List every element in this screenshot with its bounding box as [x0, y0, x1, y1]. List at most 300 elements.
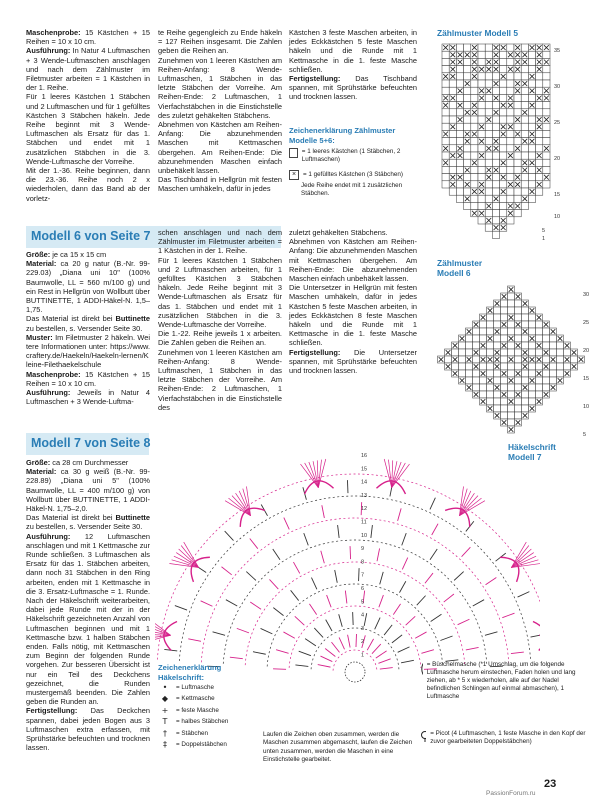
row-label: 20 [583, 348, 590, 354]
modell6-col1 [26, 250, 150, 406]
grid-cell [480, 328, 487, 335]
grid-cell [500, 58, 507, 65]
grid-cell [550, 370, 557, 377]
row-label: 25 [554, 120, 561, 126]
grid-cell [485, 195, 492, 202]
grid-cell [485, 102, 492, 109]
stitch-mark [402, 558, 407, 570]
grid-cell [456, 73, 463, 80]
grid-cell [473, 328, 480, 335]
stitch-mark [518, 592, 530, 597]
text: Das Material ist direkt bei [26, 513, 116, 523]
stitch-mark [273, 549, 280, 560]
stitch-mark [291, 590, 299, 600]
grid-cell [480, 335, 487, 342]
grid-cell [464, 66, 471, 73]
stitch-mark [356, 634, 357, 647]
stitch-mark [237, 628, 249, 632]
grid-cell [514, 123, 521, 130]
chart6-title: Zählmuster Modell 6 [437, 258, 483, 278]
grid-cell [508, 391, 515, 398]
grid-cell [449, 102, 456, 109]
fan-stitch [539, 617, 540, 635]
legend-row-empty [289, 148, 419, 164]
stitch-mark [325, 648, 335, 656]
ausf-text: In Natur 4 Luftmaschen + 3 Wende-Luftmaschen anschlagen und nach dem Zählmuster im Filetmuster arbeiten = 1 Kästchen in der 1. Reihe. [26, 46, 150, 93]
grid-cell [501, 335, 508, 342]
fan-stitch [181, 545, 199, 567]
grid-cell [449, 159, 456, 166]
grid-cell [471, 195, 478, 202]
stitch-mark [432, 524, 438, 535]
round-label: 16 [361, 453, 368, 459]
stitch-mark [376, 651, 387, 658]
round-label: 4 [361, 612, 365, 619]
legend-row-filled [289, 170, 424, 180]
legend-title-haekelschrift: Zeichenerklärung Häkelschrift: [158, 663, 222, 682]
grid-cell [557, 370, 564, 377]
grid-cell [557, 349, 564, 356]
grid-cell [507, 159, 514, 166]
row-label: 10 [554, 214, 561, 220]
stitch-mark [250, 538, 258, 548]
grid-cell [528, 152, 535, 159]
label: Material: [26, 467, 57, 477]
stitch-mark [318, 665, 331, 668]
grid-cell [478, 109, 485, 116]
grid-cell [550, 335, 557, 342]
grid-cell [543, 66, 550, 73]
stitch-mark [221, 567, 231, 575]
paragraph: Die 1.-22. Reihe jeweils 1 x arbeiten. Die Zahlen geben die Reihen an. [158, 329, 282, 348]
legend-row [158, 718, 278, 726]
grid-cell [442, 123, 449, 130]
text: 15 Kästchen + 15 Reihen = 10 x 10 cm. [26, 369, 150, 388]
grid-cell [464, 102, 471, 109]
grid-cell [536, 391, 543, 398]
stitch-mark [253, 652, 266, 655]
grid-cell [456, 130, 463, 137]
grid-cell [564, 349, 571, 356]
grid-cell [485, 181, 492, 188]
grid-cell [508, 328, 515, 335]
grid-cell [500, 116, 507, 123]
grid-cell [485, 123, 492, 130]
grid-cell [452, 363, 459, 370]
grid-cell [521, 102, 528, 109]
grid-cell [487, 398, 494, 405]
fan-stitch [511, 545, 529, 567]
fert-text: Das Tischband spannen, mit Sprühstärke befeuchten und trocknen lassen. [289, 74, 417, 102]
modell6-col3 [289, 228, 417, 375]
stitch-mark [295, 616, 305, 625]
grid-cell [508, 370, 515, 377]
stitch-mark [276, 650, 289, 654]
grid-cell [449, 130, 456, 137]
grid-cell [515, 356, 522, 363]
stitch-mark [331, 642, 339, 652]
grid-cell [456, 44, 463, 51]
paragraph: Kästchen 3 feste Maschen arbeiten, in jedes Eckkästchen 5 feste Maschen häkeln und die Runde mit 1 Kettmasche in die 1. feste Masche schließen. [289, 28, 417, 74]
grid-cell [485, 138, 492, 145]
grid-cell [500, 166, 507, 173]
text: Das Deckchen spannen, dabei jeden Bogen aus 3 Luftmaschen extra erfassen, mit Sprühstärke befeuchten und trocknen lassen. [26, 706, 150, 753]
stitch-mark [430, 549, 437, 560]
grid-cell [456, 94, 463, 101]
legend-label: = Büschelmasche (*1 Umschlag, um die folgende Luftmasche herum einstechen, Faden holen und lang ziehen, ab * 5 x wiederholen, alle auf der Nadel befindlichen Schlingen auf einmal abmaschen), 1 Luftmasche [426, 661, 576, 700]
ausf-label: Ausführung: [26, 46, 71, 56]
grid-cell [508, 342, 515, 349]
stitch-mark [378, 659, 390, 663]
legend-list [158, 684, 278, 752]
grid-cell [478, 195, 485, 202]
row-label: 35 [554, 48, 561, 54]
picot-icon [420, 730, 426, 742]
grid-cell [501, 398, 508, 405]
grid-cell [507, 145, 514, 152]
grid-cell [456, 195, 463, 202]
grid-cell [508, 321, 515, 328]
grid-cell [536, 321, 543, 328]
probe-label: Maschenprobe: [26, 28, 81, 37]
text: Die Untersetzer spannen, mit Sprühstärke befeuchten und trocknen lassen. [289, 347, 417, 376]
grid-cell [492, 73, 499, 80]
grid-cell [557, 363, 564, 370]
grid-cell [500, 80, 507, 87]
stitch-mark [406, 616, 416, 625]
grid-cell [485, 210, 492, 217]
grid-cell [464, 116, 471, 123]
grid-cell [492, 152, 499, 159]
grid-cell [500, 210, 507, 217]
stitch-mark [486, 578, 497, 585]
grid-cell [494, 314, 501, 321]
round-label: 2 [361, 639, 365, 646]
grid-cell [471, 152, 478, 159]
grid-cell [494, 370, 501, 377]
grid-cell [536, 174, 543, 181]
row-label: 30 [554, 84, 561, 90]
modell6-col2 [158, 228, 282, 412]
grid-cell [471, 94, 478, 101]
fan-stitch [318, 459, 325, 488]
fan-stitch [155, 635, 171, 638]
grid-cell [456, 66, 463, 73]
paragraph: zuletzt gehäkelten Stäbchens. [289, 228, 388, 237]
stitch-mark [440, 636, 452, 640]
grid-cell [485, 51, 492, 58]
grid-cell [543, 73, 550, 80]
grid-cell [494, 321, 501, 328]
watermark: PassionForum.ru [486, 790, 536, 797]
legend-note: Jede Reihe endet mit 1 zusätzlichen Stäbchen. [301, 182, 403, 197]
grid-cell [521, 94, 528, 101]
grid-cell [507, 58, 514, 65]
grid-cell [456, 166, 463, 173]
col3-top [289, 28, 417, 102]
stitch-mark [322, 505, 325, 518]
grid-cell [485, 224, 492, 231]
grid-cell [487, 384, 494, 391]
chart6-grid [431, 282, 591, 442]
paragraph: Zunehmen von 1 leeren Kästchen am Reihen-Anfang: 8 Wende-Luftmaschen, 1 Stäbchen in das letzte Stäbchen der Vorreihe. Am Reihen-Ende: 2 Luftmaschen, 1 Vierfachstäbchen in die Einstichstelle des zuletzt gehäkelten Stäbchens. [158, 55, 282, 120]
grid-cell [464, 174, 471, 181]
grid-cell [508, 349, 515, 356]
grid-cell [557, 356, 564, 363]
stitch-mark [299, 651, 311, 655]
grid-cell [522, 405, 529, 412]
legend-label: = feste Masche [176, 706, 219, 714]
grid-cell [480, 321, 487, 328]
chart5-grid [436, 40, 586, 245]
row-label: 15 [583, 376, 590, 382]
grid-cell [507, 217, 514, 224]
legend-symbol-icon: • [162, 683, 168, 692]
legend-label: = halbes Stäbchen [176, 718, 229, 726]
fan-stitch [309, 462, 318, 488]
grid-cell [528, 66, 535, 73]
fan-stitch [459, 498, 481, 516]
grid-cell [500, 195, 507, 202]
stitch-mark [371, 525, 373, 538]
grid-cell [536, 145, 543, 152]
legend-label: = Doppelstäbchen [176, 740, 227, 748]
grid-cell [515, 314, 522, 321]
row-label: 5 [542, 228, 546, 234]
stitch-mark [201, 601, 213, 606]
stitch-mark [392, 635, 402, 643]
grid-cell [536, 349, 543, 356]
grid-cell [508, 363, 515, 370]
grid-cell [494, 335, 501, 342]
grid-cell [543, 335, 550, 342]
grid-cell [442, 152, 449, 159]
label: Größe: [26, 458, 51, 467]
grid-cell [522, 307, 529, 314]
grid-cell [487, 328, 494, 335]
paragraph: te Reihe gegengleich zu Ende häkeln = 127 Reihen insgesamt. Die Zahlen geben die Reihen an. [158, 28, 282, 56]
grid-cell [485, 73, 492, 80]
stitch-mark [431, 614, 442, 621]
grid-cell [529, 384, 536, 391]
grid-cell [508, 384, 515, 391]
round-label: 12 [361, 506, 368, 513]
grid-cell [543, 328, 550, 335]
grid-cell [471, 166, 478, 173]
grid-cell [492, 87, 499, 94]
label: Fertigstellung: [289, 347, 341, 357]
grid-cell [514, 195, 521, 202]
text: Jeweils in Natur 4 Luftmaschen + 3 Wende-Luftma- [26, 388, 150, 407]
stitch-mark [304, 533, 308, 545]
legend-title-zaehlmuster: Zeichenerklärung Zählmuster Modelle 5+6: [289, 126, 396, 145]
grid-cell [536, 87, 543, 94]
stitch-mark [421, 650, 434, 654]
grid-cell [478, 44, 485, 51]
grid-cell [501, 356, 508, 363]
grid-cell [492, 217, 499, 224]
grid-cell [536, 73, 543, 80]
grid-cell [456, 109, 463, 116]
grid-cell [515, 384, 522, 391]
stitch-mark [425, 573, 433, 583]
grid-cell [464, 145, 471, 152]
grid-cell [529, 370, 536, 377]
paragraph: Für 1 leeres Kästchen 1 Stäbchen und 2 Luftmaschen arbeiten, für 1 gefülltes Kästchen 3 Stäbchen häkeln. Jede Reihe beginnt mit 3 Wende-Luftmaschen als Ersatz für das 1. Stäbchen und endet mit 1 zusätzlichen Stäbchen in die 3. Wende-Luftmasche der Vorreihe. [158, 255, 282, 330]
grid-cell [494, 405, 501, 412]
grid-cell [485, 80, 492, 87]
grid-cell [442, 109, 449, 116]
grid-cell [557, 342, 564, 349]
stitch-mark [305, 639, 316, 646]
heading-modell6: Modell 6 von Seite 7 [31, 229, 151, 243]
stitch-mark [326, 620, 332, 631]
grid-cell [507, 80, 514, 87]
grid-cell [500, 94, 507, 101]
grid-cell [522, 342, 529, 349]
grid-cell [466, 349, 473, 356]
stitch-mark [359, 568, 360, 581]
grid-cell [464, 152, 471, 159]
stitch-mark [454, 572, 464, 581]
paragraph: schen anschlagen und nach dem Zählmuster im Filetmuster arbeiten = 1 Kästchen in der 1. Reihe. [158, 228, 282, 256]
stitch-mark [375, 618, 380, 630]
grid-cell [480, 384, 487, 391]
grid-cell [466, 363, 473, 370]
text: ca 28 cm Durchmesser [50, 458, 129, 467]
grid-cell [521, 181, 528, 188]
grid-cell [442, 66, 449, 73]
round-arc [245, 562, 465, 665]
legend-bueschel [420, 661, 590, 701]
grid-cell [442, 174, 449, 181]
grid-cell [471, 87, 478, 94]
grid-cell [507, 138, 514, 145]
grid-cell [442, 181, 449, 188]
grid-cell [487, 342, 494, 349]
fan-stitch [384, 459, 391, 488]
round-label: 5 [361, 599, 365, 606]
grid-cell [442, 116, 449, 123]
col1-top [26, 28, 150, 203]
stitch-mark [462, 547, 471, 557]
grid-cell [528, 51, 535, 58]
grid-cell [522, 321, 529, 328]
paragraph: Mit der 1.-36. Reihe beginnen, dann die 23.-36. Reihe noch 2 x wiederholen, dann das Band ab der vorletz- [26, 166, 150, 203]
grid-cell [514, 166, 521, 173]
row-label: 25 [583, 320, 590, 326]
grid-cell [473, 342, 480, 349]
grid-cell [515, 307, 522, 314]
stitch-mark [273, 669, 286, 670]
stitch-mark [402, 533, 406, 545]
stitch-mark [466, 647, 479, 650]
grid-cell [500, 145, 507, 152]
stitch-mark [226, 600, 237, 606]
grid-cell [521, 73, 528, 80]
grid-cell [521, 145, 528, 152]
stitch-mark [364, 613, 367, 626]
grid-cell [500, 51, 507, 58]
grid-cell [459, 370, 466, 377]
grid-cell [456, 80, 463, 87]
grid-cell [529, 391, 536, 398]
legend-label: = Kettmasche [176, 695, 215, 703]
stitch-mark [225, 531, 234, 541]
grid-cell [501, 300, 508, 307]
grid-cell [449, 138, 456, 145]
stitch-mark [293, 562, 299, 573]
grid-cell [442, 58, 449, 65]
stitch-mark [417, 596, 426, 606]
grid-cell [521, 87, 528, 94]
grid-cell [478, 58, 485, 65]
bueschel-icon [420, 661, 423, 677]
grid-cell [478, 174, 485, 181]
grid-cell [464, 188, 471, 195]
text: Buttinette [115, 513, 150, 523]
legend-symbol-icon: ‡ [163, 739, 167, 749]
grid-cell [459, 342, 466, 349]
stitch-mark [175, 606, 187, 610]
grid-cell [514, 210, 521, 217]
grid-cell [543, 370, 550, 377]
grid-cell [543, 102, 550, 109]
stitch-mark [485, 632, 498, 636]
round-arc [223, 540, 486, 664]
grid-cell [521, 66, 528, 73]
grid-cell [478, 159, 485, 166]
stitch-mark [473, 600, 484, 606]
grid-cell [471, 123, 478, 130]
grid-cell [528, 116, 535, 123]
fan-stitch [511, 553, 533, 568]
grid-cell [550, 363, 557, 370]
grid-cell [507, 130, 514, 137]
grid-cell [449, 145, 456, 152]
round-label: 8 [361, 559, 365, 566]
grid-cell [521, 174, 528, 181]
grid-cell [473, 335, 480, 342]
grid-cell [456, 123, 463, 130]
paragraph: Für 1 leeres Kästchen 1 Stäbchen und 2 Luftmaschen und für 1 gefülltes Kästchen 3 Stäbchen häkeln. Jede Reihe beginnt mit 3 Wende-Luftmaschen als Ersatz für das 1. Stäbchen und endet mit 1 zusätzlichen Stäbchen in die 3. Wende-Luftmasche der Vorreihe. [26, 92, 150, 166]
stitch-mark [384, 625, 392, 635]
grid-cell [508, 412, 515, 419]
grid-cell [466, 335, 473, 342]
grid-cell [492, 202, 499, 209]
grid-cell [501, 328, 508, 335]
round-label: 15 [361, 466, 368, 473]
round-label: 9 [361, 546, 365, 553]
grid-cell [442, 166, 449, 173]
grid-cell [529, 328, 536, 335]
stitch-mark [250, 602, 261, 609]
grid-cell [471, 116, 478, 123]
legend-picot [420, 730, 590, 746]
stitch-mark [230, 657, 243, 659]
grid-cell [507, 73, 514, 80]
stitch-mark [380, 572, 384, 585]
grid-cell [521, 116, 528, 123]
grid-cell [485, 109, 492, 116]
row-label: 30 [583, 292, 590, 298]
grid-cell [471, 181, 478, 188]
legend-symbol-icon: † [163, 728, 167, 738]
grid-cell [456, 159, 463, 166]
fan-scallop [240, 508, 265, 527]
stitch-mark [372, 644, 381, 654]
grid-cell [485, 94, 492, 101]
